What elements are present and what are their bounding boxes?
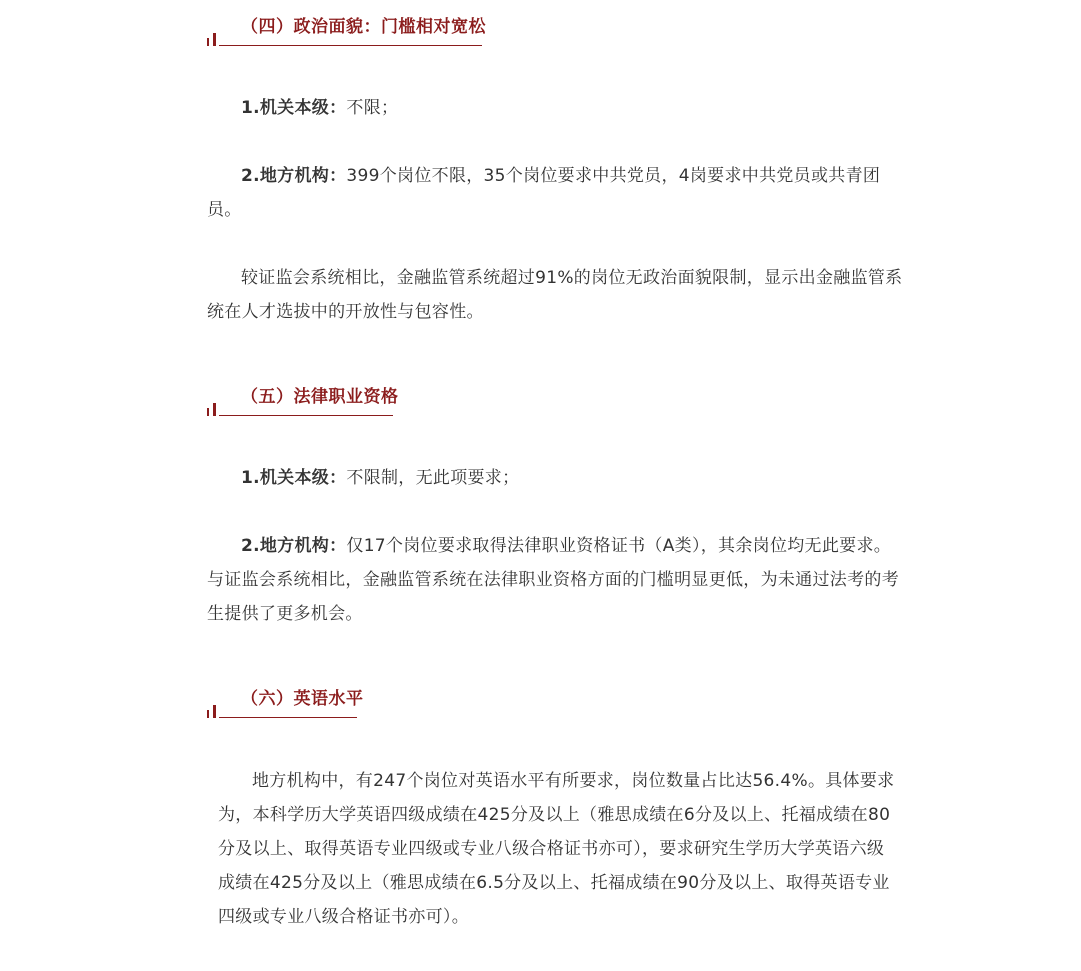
section4-item1 [207,91,907,125]
section5-item2-text: 仅17个岗位要求取得法律职业资格证书（A类），其余岗位均无此要求。与证监会系统相比，金融监管系统在法律职业资格方面的门槛明显更低，为未通过法考的考生提供了更多机会。 [207,536,899,624]
section4-item2-text: 399个岗位不限，35个岗位要求中共党员，4岗要求中共党员或共青团员。 [207,166,881,220]
heading-marker-icon [207,402,219,416]
section6-heading [207,678,367,718]
section5-heading [207,376,397,416]
section4-summary: 较证监会系统相比，金融监管系统超过91%的岗位无政治面貌限制，显示出金融监管系统在人才选拔中的开放性与包容性。 [207,268,903,322]
section5-item1-label: 1.机关本级： [241,468,347,488]
section6-body: 地方机构中，有247个岗位对英语水平有所要求，岗位数量占比达56.4%。具体要求为，本科学历大学英语四级成绩在425分及以上（雅思成绩在6分及以上、托福成绩在80分及以上、取得英语专业四级或专业八级合格证书亦可），要求研究生学历大学英语六级成绩在425分及以上（雅思成绩在6.5分及以上、托福成绩在90分及以上、取得英语专业四级或专业八级合格证书亦可）。 [218,771,895,927]
heading-marker-icon [207,704,219,718]
heading-marker-icon [207,32,219,46]
section5-item2 [207,529,907,631]
heading-underline [219,415,393,416]
section4-title: （四）政治面貌：门槛相对宽松 [241,17,486,37]
section4-heading [207,6,486,46]
section4-item1-text: 不限； [346,98,399,118]
section6-title: （六）英语水平 [241,689,364,709]
section5-item1-text: 不限制，无此项要求； [346,468,520,488]
section5-title: （五）法律职业资格 [241,387,399,407]
section5-item1 [207,461,907,495]
section4-item2 [207,159,907,227]
section4-item1-label: 1.机关本级： [241,98,347,118]
heading-underline [219,45,482,46]
section5-item2-label: 2.地方机构： [241,536,347,556]
heading-underline [219,717,357,718]
section4-item2-label: 2.地方机构： [241,166,347,186]
